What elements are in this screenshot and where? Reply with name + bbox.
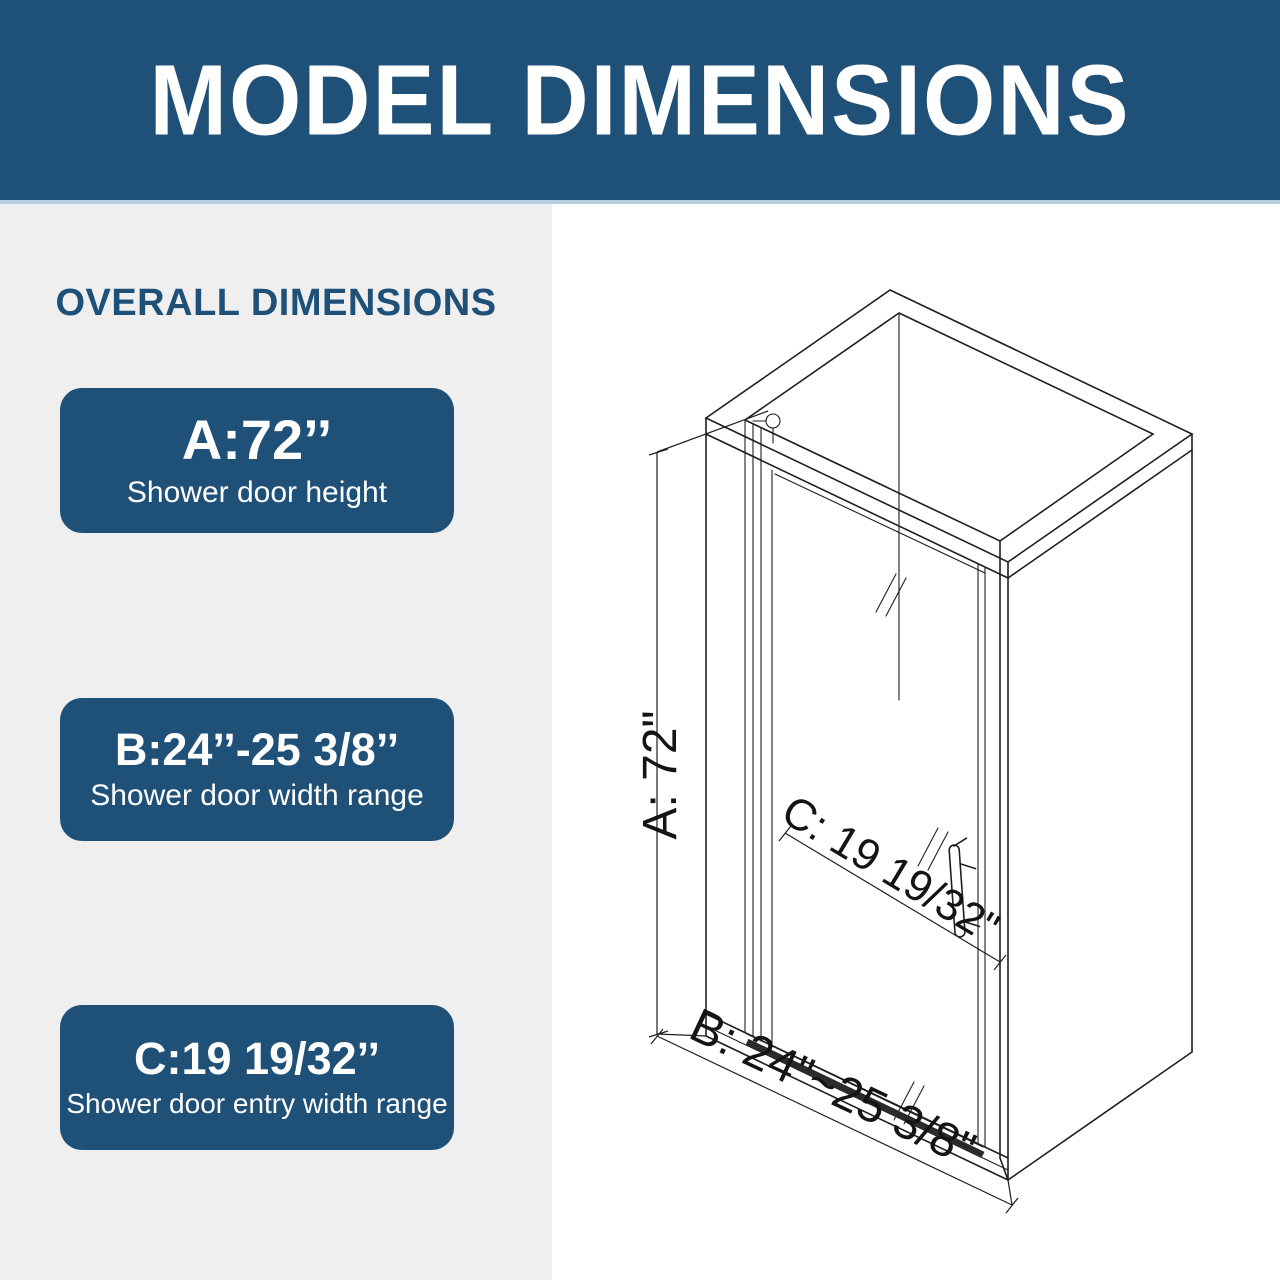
dimension-c-label: Shower door entry width range	[66, 1088, 448, 1120]
top-frame	[706, 290, 1192, 578]
dimension-c	[774, 786, 1008, 970]
dimension-card-c	[60, 1005, 454, 1150]
overall-dimensions-heading: OVERALL DIMENSIONS	[55, 282, 497, 324]
hinge-column	[706, 420, 761, 1041]
dimension-b-label: Shower door width range	[90, 779, 424, 813]
dimension-b	[651, 999, 1018, 1213]
page-title: MODEL DIMENSIONS	[149, 43, 1131, 156]
shower-door-isometric-diagram	[552, 203, 1280, 1280]
pivot-hinge	[753, 414, 780, 443]
dimension-a	[634, 411, 768, 1037]
header-banner	[0, 0, 1280, 200]
dimension-label-b: B: 24"~25 3/8"	[681, 998, 984, 1177]
dimension-a-value: A:72’’	[181, 408, 333, 472]
dimension-label-c: C: 19 19/32"	[773, 785, 1008, 954]
right-side-panel	[1000, 450, 1192, 1180]
dimension-card-a	[60, 388, 454, 533]
dimension-b-value: B:24’’-25 3/8’’	[114, 723, 400, 775]
dimension-label-a: A: 72"	[634, 710, 687, 840]
dimension-a-label: Shower door height	[126, 475, 388, 509]
dimension-c-value: C:19 19/32’’	[134, 1032, 380, 1084]
overall-dimensions-panel	[0, 204, 552, 1280]
dimension-card-b	[60, 698, 454, 841]
